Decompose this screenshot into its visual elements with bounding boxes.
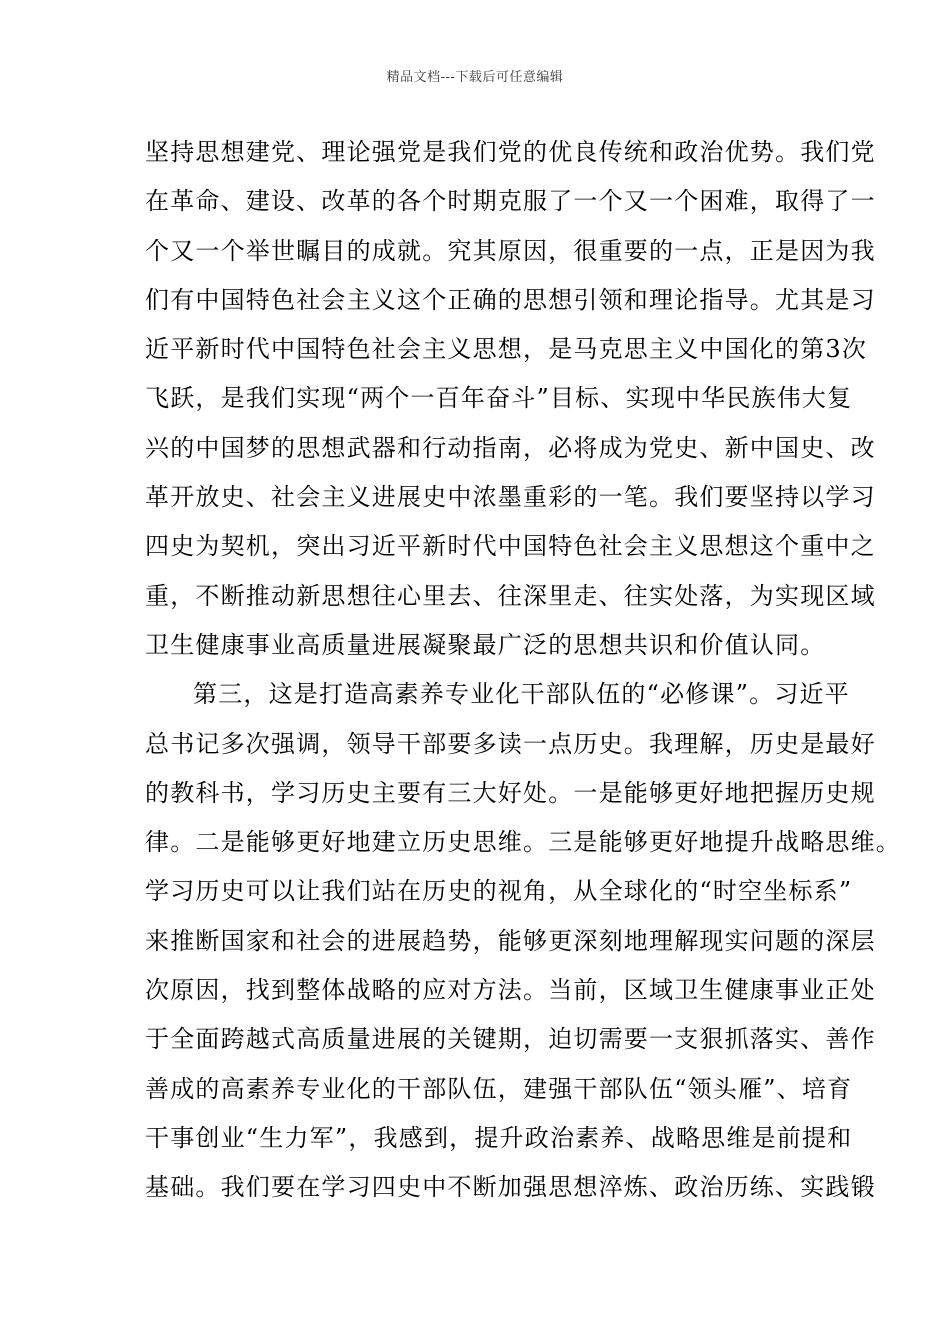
text-line: 兴的中国梦的思想武器和行动指南，必将成为党史、新中国史、改 xyxy=(145,433,876,462)
text-line: 善成的高素养专业化的干部队伍，建强干部队伍“领头雁”、培育 xyxy=(145,1074,853,1103)
text-line: 在革命、建设、改革的各个时期克服了一个又一个困难，取得了一 xyxy=(145,187,876,216)
paragraph-2 xyxy=(145,670,901,1212)
text-line: 们有中国特色社会主义这个正确的思想引领和理论指导。尤其是习 xyxy=(145,285,876,314)
text-line: 基础。我们要在学习四史中不断加强思想淬炼、政治历练、实践锻 xyxy=(145,1173,876,1202)
text-line: 重，不断推动新思想往心里去、往深里走、往实处落，为实现区域 xyxy=(145,581,876,610)
text-line: 总书记多次强调，领导干部要多读一点历史。我理解，历史是最好 xyxy=(145,729,876,758)
text-line: 律。二是能够更好地建立历史思维。三是能够更好地提升战略思维。 xyxy=(145,828,901,857)
text-line: 次原因，找到整体战略的应对方法。当前，区域卫生健康事业正处 xyxy=(145,976,876,1005)
page-header: 精品文档---下载后可任意编辑 xyxy=(386,70,564,85)
text-line: 的教科书，学习历史主要有三大好处。一是能够更好地把握历史规 xyxy=(145,778,876,807)
text-line: 个又一个举世瞩目的成就。究其原因，很重要的一点，正是因为我 xyxy=(145,236,876,265)
text-line: 近平新时代中国特色社会主义思想，是马克思主义中国化的第3次 xyxy=(145,335,868,364)
document-body xyxy=(145,128,901,1213)
text-line: 第三，这是打造高素养专业化干部队伍的“必修课”。习近平 xyxy=(193,680,850,709)
text-line: 来推断国家和社会的进展趋势，能够更深刻地理解现实问题的深层 xyxy=(145,926,876,955)
text-line: 坚持思想建党、理论强党是我们党的优良传统和政治优势。我们党 xyxy=(145,138,876,166)
paragraph-1 xyxy=(145,128,876,670)
text-line: 革开放史、社会主义进展史中浓墨重彩的一笔。我们要坚持以学习 xyxy=(145,483,876,512)
text-line: 学习历史可以让我们站在历史的视角，从全球化的“时空坐标系” xyxy=(145,877,853,906)
text-line: 四史为契机，突出习近平新时代中国特色社会主义思想这个重中之 xyxy=(145,532,876,561)
text-line: 卫生健康事业高质量进展凝聚最广泛的思想共识和价值认同。 xyxy=(145,630,826,659)
text-line: 干事创业“生力军”，我感到，提升政治素养、战略思维是前提和 xyxy=(145,1123,853,1152)
text-line: 飞跃，是我们实现“两个一百年奋斗”目标、实现中华民族伟大复 xyxy=(145,384,853,413)
text-line: 于全面跨越式高质量进展的关键期，迫切需要一支狠抓落实、善作 xyxy=(145,1025,876,1054)
